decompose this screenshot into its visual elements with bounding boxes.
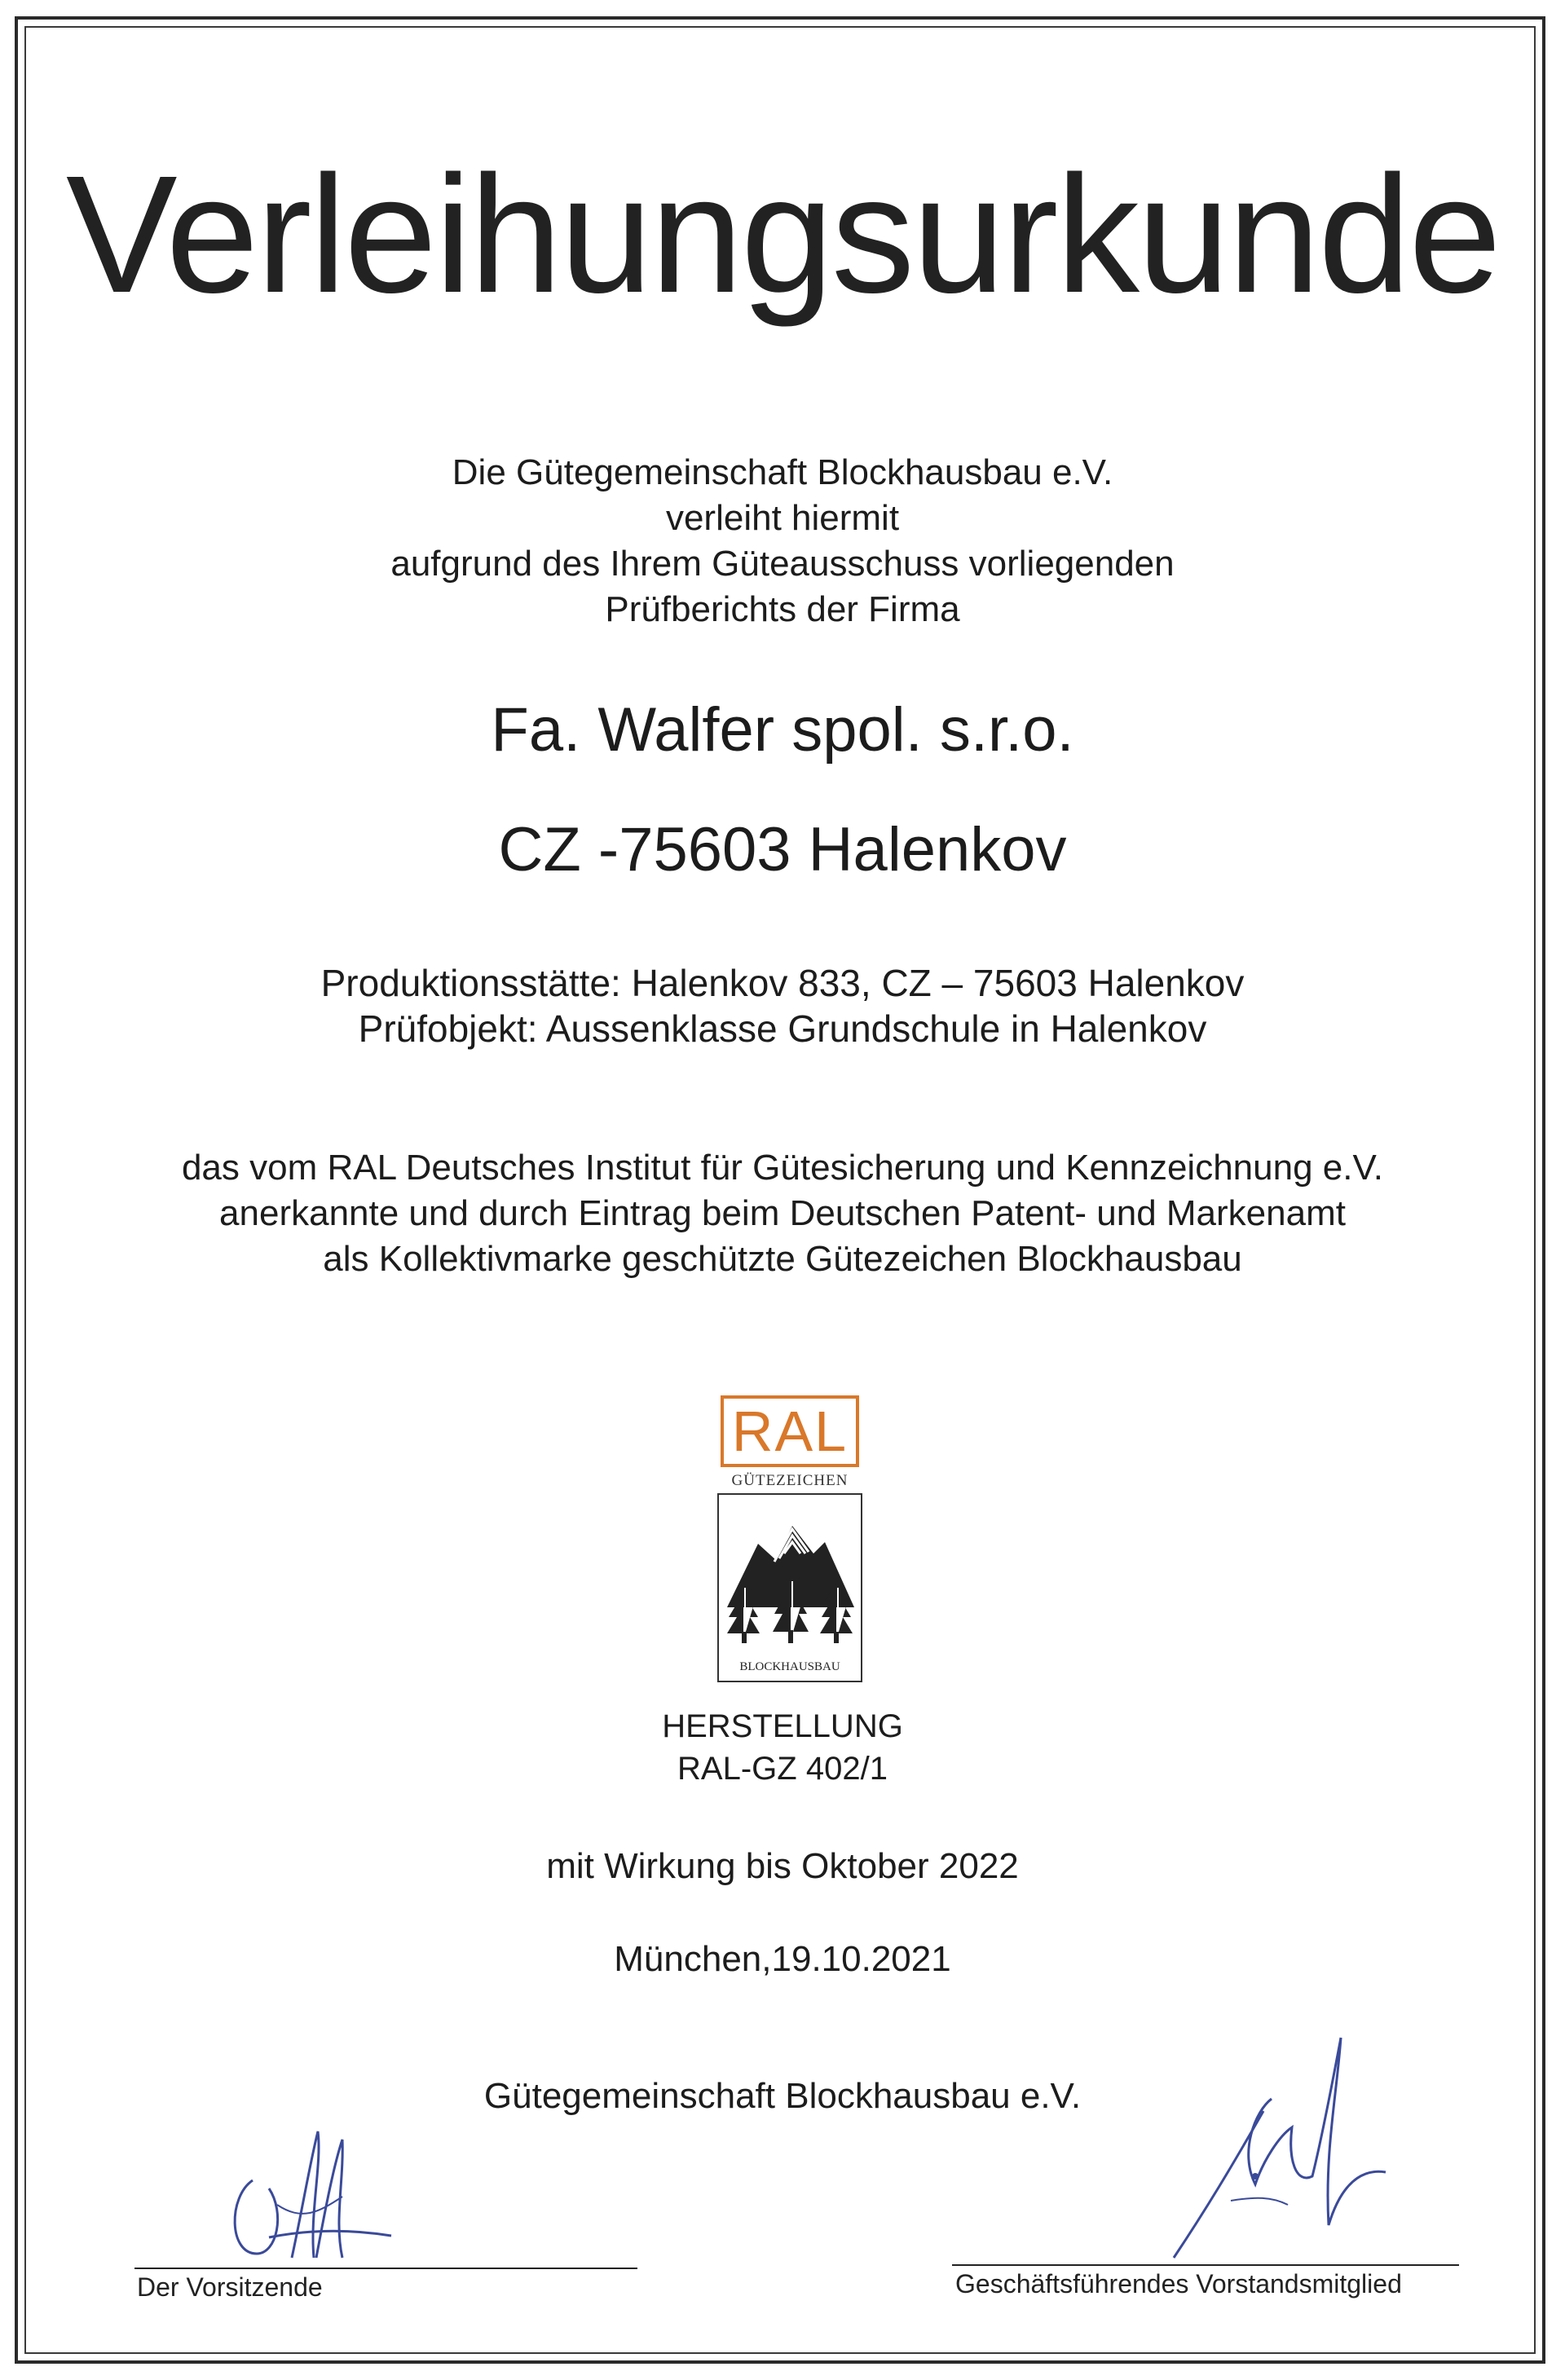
board-member-label: Geschäftsführendes Vorstandsmitglied — [955, 2269, 1402, 2298]
place-date: München,19.10.2021 — [614, 1939, 951, 1979]
ral-gz-number: RAL-GZ 402/1 — [677, 1751, 888, 1787]
herstellung-label: HERSTELLUNG — [662, 1708, 903, 1744]
chairman-label: Der Vorsitzende — [137, 2272, 323, 2302]
ral-statement-line: anerkannte und durch Eintrag beim Deutschen Patent- und Markenamt — [219, 1193, 1346, 1233]
intro-line: verleiht hiermit — [665, 498, 900, 538]
company-address: CZ -75603 Halenkov — [498, 815, 1067, 884]
ral-guetezeichen-logo — [716, 1395, 864, 1682]
intro-line: Die Gütegemeinschaft Blockhausbau e.V. — [452, 452, 1113, 492]
certificate-title: Verleihungsurkunde — [65, 141, 1500, 328]
intro-line: Prüfberichts der Firma — [605, 589, 960, 629]
blockhausbau-emblem — [717, 1493, 862, 1682]
company-name: Fa. Walfer spol. s.r.o. — [491, 695, 1074, 765]
production-details — [0, 960, 1565, 1051]
ral-statement — [0, 1145, 1565, 1282]
ral-statement-line: als Kollektivmarke geschützte Gütezeichen Blockhausbau — [323, 1239, 1242, 1279]
right-signature-line — [952, 2264, 1459, 2266]
intro-line: aufgrund des Ihrem Güteausschuss vorliegenden — [390, 544, 1175, 584]
production-site: Produktionsstätte: Halenkov 833, CZ – 75603 Halenkov — [320, 962, 1245, 1004]
organization-name: Gütegemeinschaft Blockhausbau e.V. — [483, 2076, 1082, 2116]
mountain-forest-icon — [725, 1510, 856, 1648]
right-signature-icon — [1157, 2021, 1426, 2266]
guetezeichen-label: GÜTEZEICHEN — [731, 1472, 849, 1489]
ral-mark-text: RAL — [731, 1399, 849, 1463]
ral-statement-line: das vom RAL Deutsches Institut für Gütesicherung und Kennzeichnung e.V. — [181, 1148, 1384, 1188]
left-signature-line — [134, 2268, 637, 2269]
validity-text: mit Wirkung bis Oktober 2022 — [546, 1846, 1019, 1886]
blockhausbau-label: BLOCKHAUSBAU — [739, 1660, 840, 1673]
intro-text — [0, 450, 1565, 632]
ral-mark — [721, 1395, 859, 1467]
test-object: Prüfobjekt: Aussenklasse Grundschule in Halenkov — [358, 1007, 1207, 1050]
herstellung-block — [0, 1705, 1565, 1790]
left-signature-icon — [220, 2115, 416, 2278]
